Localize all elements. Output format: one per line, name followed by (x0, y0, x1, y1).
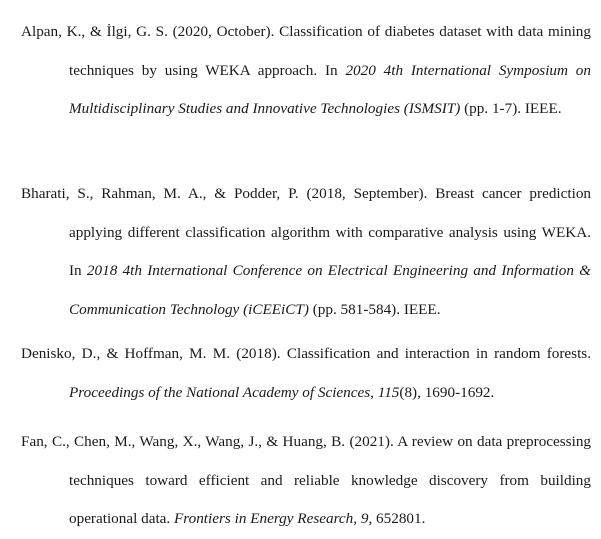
reference-journal: Proceedings of the National Academy of Sciences (69, 383, 371, 401)
reference-authors-date: Fan, C., Chen, M., Wang, X., Wang, J., & Huang, B. (2021). (21, 433, 394, 451)
reference-title: Classification and interaction in random forests. (286, 345, 592, 363)
reference-entry (21, 175, 591, 329)
reference-entry (21, 13, 591, 129)
reference-volume: 115 (377, 383, 400, 401)
reference-tail: (pp. 581-584). IEEE. (312, 300, 441, 318)
reference-title: Breast cancer prediction applying different classification algorithm with comparative analysis using WEKA. (69, 185, 592, 241)
reference-tail: , 652801. (368, 510, 426, 528)
reference-tail: (8), 1690-1692. (399, 383, 495, 401)
reference-tail: (pp. 1-7). IEEE. (464, 100, 562, 118)
reference-source: 2018 4th International Conference on Electrical Engineering and Information & Communication Technology (iCEEiCT) (69, 262, 591, 318)
reference-entry: Denisko, D., & Hoffman, M. M. (2018). Classification and interaction in random forests. Proceedings of the National Academy of Sciences, 115(8), 1690-1692. (21, 345, 592, 401)
reference-in: In (324, 61, 338, 79)
reference-journal: Frontiers in Energy Research (174, 510, 354, 528)
reference-authors-date: Denisko, D., & Hoffman, M. M. (2018). (21, 345, 281, 363)
reference-authors-date: Bharati, S., Rahman, M. A., & Podder, P. (2018, September). (21, 185, 428, 203)
reference-authors-date: Alpan, K., & İlgi, G. S. (2020, October). (21, 23, 275, 41)
reference-volume: 9 (360, 510, 369, 528)
reference-title: Classification of diabetes dataset with data mining techniques by using WEKA approach. (69, 23, 591, 79)
reference-in: In (69, 262, 82, 280)
reference-title: A review on data preprocessing techniques toward efficient and reliable knowledge discovery from building operational data. (69, 433, 592, 528)
reference-source: 2020 4th International Symposium on Multidisciplinary Studies and Innovative Technologies (ISMSIT) (69, 61, 591, 118)
reference-entry: Fan, C., Chen, M., Wang, X., Wang, J., & Huang, B. (2021). A review on data preprocessing techniques toward efficient and reliable knowledge discovery from building operational data. Frontiers in Energy Research, 9, 652801. (21, 433, 592, 528)
